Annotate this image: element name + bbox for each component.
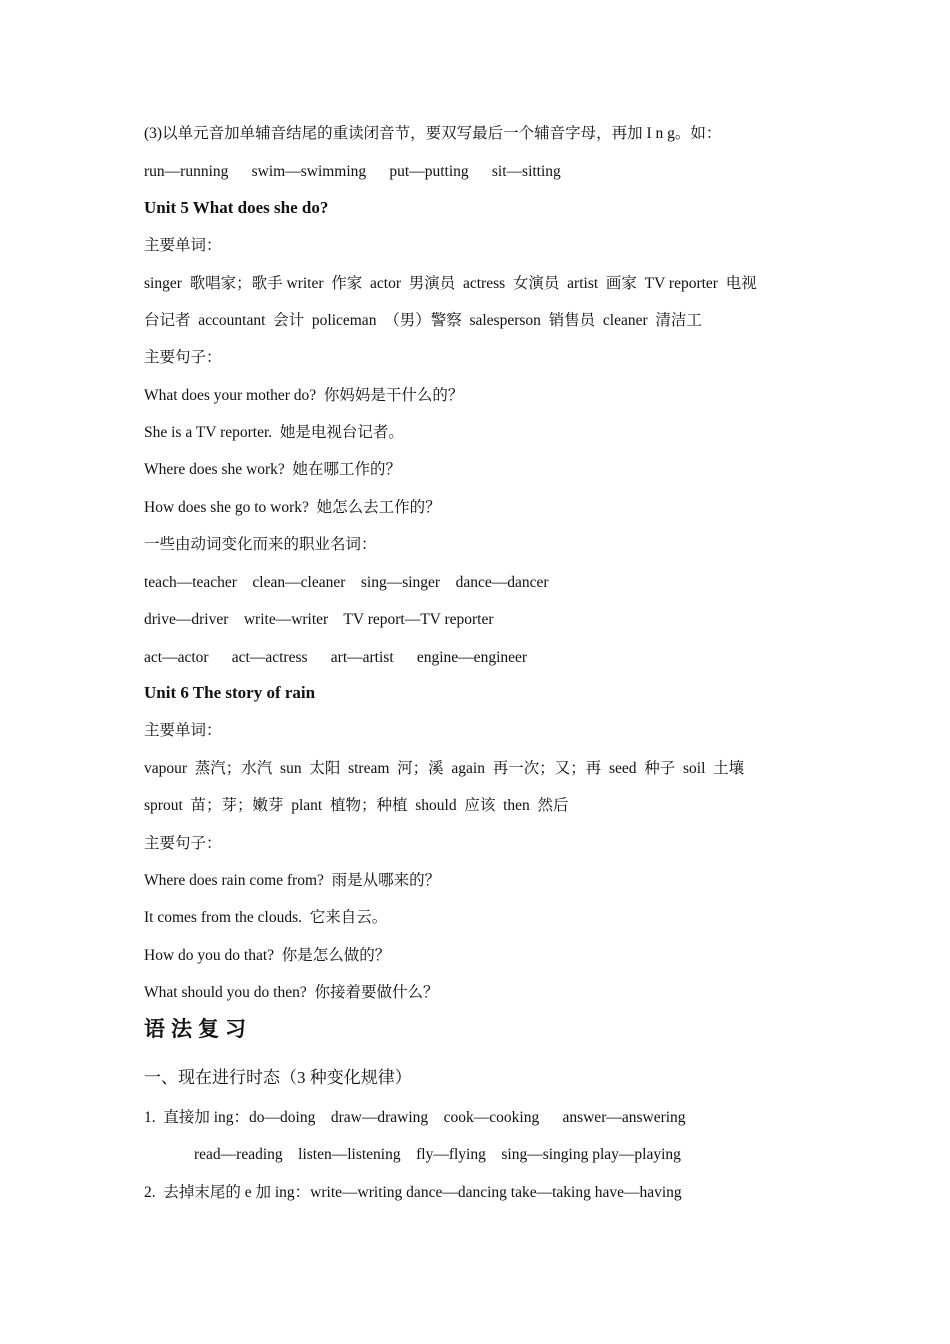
grammar-review-heading: 语法复习 [144, 1016, 252, 1041]
occupation-nouns-label: 一些由动词变化而来的职业名词： [144, 536, 377, 553]
unit-5-sentence-4: How does she go to work? 她怎么去工作的？ [144, 499, 441, 516]
occupation-nouns-line-3: act—actor act—actress art—artist engine—engineer [144, 649, 528, 666]
unit-5-vocab-label: 主要单词： [144, 237, 222, 254]
unit-5-heading: Unit 5 What does she do? [144, 198, 329, 217]
unit-6-vocab-line-2: sprout 苗；芽；嫩芽 plant 植物；种植 should 应该 then 然后 [144, 797, 569, 814]
unit-6-vocab-line-1: vapour 蒸汽；水汽 sun 太阳 stream 河；溪 again 再一次；又；再 seed 种子 soil 土壤 [144, 760, 745, 777]
unit-6-heading: Unit 6 The story of rain [144, 683, 316, 702]
unit-6-sentence-1: Where does rain come from? 雨是从哪来的？ [144, 872, 441, 889]
unit-5-sentences-label: 主要句子： [144, 349, 222, 366]
unit-5-vocab-line-2: 台记者 accountant 会计 policeman （男）警察 salesperson 销售员 cleaner 清洁工 [144, 312, 702, 329]
rule-1-line-2: read—reading listen—listening fly—flying sing—singing play—playing [194, 1146, 681, 1163]
rule-3-text: (3)以单元音加单辅音结尾的重读闭音节，要双写最后一个辅音字母，再加 I n g。如： [144, 125, 722, 142]
present-continuous-heading: 一、现在进行时态（3 种变化规律） [144, 1068, 412, 1087]
unit-6-vocab-label: 主要单词： [144, 722, 222, 739]
occupation-nouns-line-2: drive—driver write—writer TV report—TV reporter [144, 611, 494, 628]
rule-1-line-1: 1. 直接加 ing：do—doing draw—drawing cook—cooking answer—answering [144, 1109, 686, 1126]
rule-2-line: 2. 去掉末尾的 e 加 ing：write—writing dance—dancing take—taking have—having [144, 1184, 682, 1201]
unit-5-sentence-3: Where does she work? 她在哪工作的？ [144, 461, 401, 478]
unit-5-sentence-2: She is a TV reporter. 她是电视台记者。 [144, 424, 404, 441]
unit-5-sentence-1: What does your mother do? 你妈妈是干什么的？ [144, 387, 464, 404]
unit-5-vocab-line-1: singer 歌唱家；歌手 writer 作家 actor 男演员 actress 女演员 artist 画家 TV reporter 电视 [144, 275, 757, 292]
unit-6-sentences-label: 主要句子： [144, 835, 222, 852]
unit-6-sentence-2: It comes from the clouds. 它来自云。 [144, 909, 388, 926]
unit-6-sentence-4: What should you do then? 你接着要做什么？ [144, 984, 439, 1001]
occupation-nouns-line-1: teach—teacher clean—cleaner sing—singer dance—dancer [144, 574, 549, 591]
rule-3-examples: run—running swim—swimming put—putting sit—sitting [144, 163, 561, 180]
unit-6-sentence-3: How do you do that? 你是怎么做的？ [144, 947, 391, 964]
